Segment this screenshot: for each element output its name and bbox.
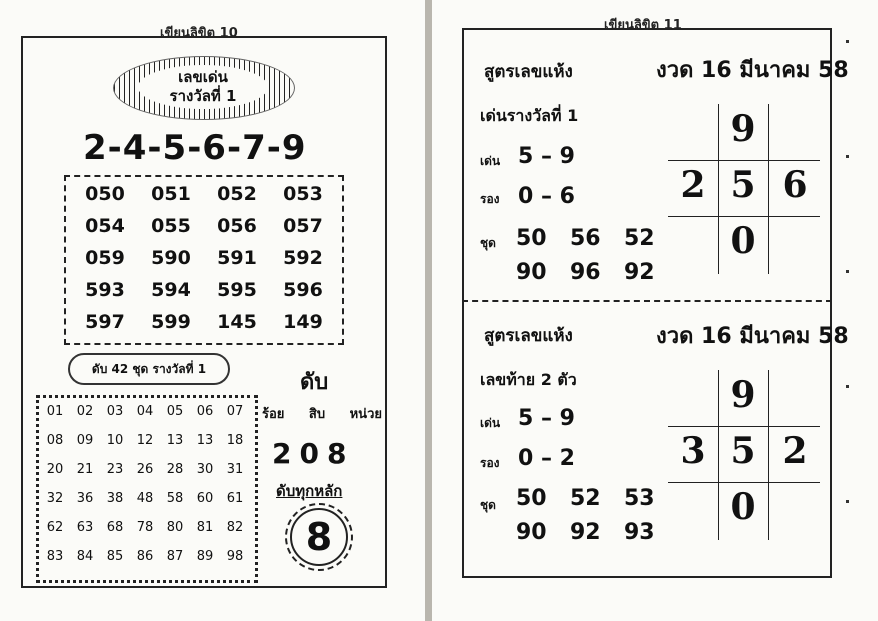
set-1-row-2-b: 96 [570, 260, 601, 285]
binder-hole-mark [846, 40, 849, 43]
runner-value-2: 0 – 2 [518, 446, 575, 471]
pair-number: 30 [196, 462, 214, 477]
pair-number: 62 [46, 520, 64, 535]
draw-date-1: งวด 16 มีนาคม 58 [656, 58, 849, 83]
triple-number: 590 [151, 247, 191, 269]
grid-1-bottom: 0 [730, 220, 756, 262]
number-grid-1 [668, 104, 820, 274]
set-2-row-2-a: 90 [516, 520, 547, 545]
main-digits: 2-4-5-6-7-9 [83, 128, 307, 168]
triple-number: 593 [85, 279, 125, 301]
runner-label-1: รอง [480, 192, 500, 206]
binder-hole-mark [846, 385, 849, 388]
set-1-row-2-a: 90 [516, 260, 547, 285]
grid-2-center: 5 [730, 430, 756, 472]
pair-number: 20 [46, 462, 64, 477]
pair-number: 02 [76, 404, 94, 419]
pair-number: 13 [196, 433, 214, 448]
pair-number: 26 [136, 462, 154, 477]
right-page-header: เขียนลิขิต 11 [604, 18, 682, 33]
pair-number: 32 [46, 491, 64, 506]
place-label-tens: สิบ [308, 407, 326, 422]
pair-number: 68 [106, 520, 124, 535]
grid-1-center: 5 [730, 164, 756, 206]
set-2-row-2-b: 92 [570, 520, 601, 545]
pair-number: 36 [76, 491, 94, 506]
triple-number: 051 [151, 183, 191, 205]
pair-number: 89 [196, 549, 214, 564]
grid-2-bottom: 0 [730, 486, 756, 528]
pair-number: 09 [76, 433, 94, 448]
pair-number: 38 [106, 491, 124, 506]
triple-number: 057 [283, 215, 323, 237]
triple-number: 145 [217, 311, 257, 333]
right-page [432, 0, 878, 621]
pair-number: 60 [196, 491, 214, 506]
lead-value-1: 5 – 9 [518, 144, 575, 169]
triple-number: 056 [217, 215, 257, 237]
grid-2-right: 2 [782, 430, 808, 472]
pair-number: 61 [226, 491, 244, 506]
triple-number: 053 [283, 183, 323, 205]
set-1-row-1-c: 52 [624, 226, 655, 251]
pair-number: 84 [76, 549, 94, 564]
pair-number: 18 [226, 433, 244, 448]
triple-number: 599 [151, 311, 191, 333]
pair-number: 78 [136, 520, 154, 535]
pair-number: 05 [166, 404, 184, 419]
triple-number: 592 [283, 247, 323, 269]
triple-number: 597 [85, 311, 125, 333]
runner-value-1: 0 – 6 [518, 184, 575, 209]
triple-number-box [64, 175, 344, 345]
pair-number-box [36, 395, 258, 583]
lead-label-1: เด่น [480, 154, 501, 168]
place-label-hundreds: ร้อย [262, 407, 285, 422]
triple-number: 149 [283, 311, 323, 333]
triple-number: 055 [151, 215, 191, 237]
dab-all-label: ดับทุกหลัก [276, 482, 343, 500]
set-1-row-1-a: 50 [516, 226, 547, 251]
pair-number: 01 [46, 404, 64, 419]
grid-1-left: 2 [680, 164, 706, 206]
binder-hole-mark [846, 155, 849, 158]
section-divider [462, 300, 832, 302]
set-2-row-2-c: 93 [624, 520, 655, 545]
pair-number: 86 [136, 549, 154, 564]
pair-number: 31 [226, 462, 244, 477]
sub-title-2: เลขท้าย 2 ตัว [480, 370, 577, 389]
pair-number: 63 [76, 520, 94, 535]
set-1-row-2-c: 92 [624, 260, 655, 285]
triple-number: 595 [217, 279, 257, 301]
lead-label-2: เด่น [480, 416, 501, 430]
pair-number: 23 [106, 462, 124, 477]
pair-number: 08 [46, 433, 64, 448]
badge-line-2: รางวัลที่ 1 [169, 87, 237, 105]
binder-hole-mark [846, 270, 849, 273]
left-page-header: เขียนลิขิต 10 [160, 26, 238, 41]
lead-number-badge [113, 56, 295, 120]
triple-number: 050 [85, 183, 125, 205]
dab-all-circle [285, 503, 353, 571]
formula-title-1: สูตรเลขแห้ง [484, 62, 573, 82]
set-2-row-1-a: 50 [516, 486, 547, 511]
pair-number: 58 [166, 491, 184, 506]
pair-number: 98 [226, 549, 244, 564]
pair-number: 03 [106, 404, 124, 419]
binder-hole-mark [846, 500, 849, 503]
triple-number: 059 [85, 247, 125, 269]
pair-number: 82 [226, 520, 244, 535]
runner-label-2: รอง [480, 456, 500, 470]
grid-2-left: 3 [680, 430, 706, 472]
draw-date-2: งวด 16 มีนาคม 58 [656, 324, 849, 349]
pair-number: 80 [166, 520, 184, 535]
triple-number: 054 [85, 215, 125, 237]
book-spine [425, 0, 432, 621]
pair-number: 04 [136, 404, 154, 419]
set-label-1: ชุด [480, 236, 496, 250]
place-label-units: หน่วย [349, 407, 382, 422]
left-page [0, 0, 425, 621]
place-labels [262, 403, 382, 424]
set-2-row-1-c: 53 [624, 486, 655, 511]
triple-number: 594 [151, 279, 191, 301]
set-1-row-1-b: 56 [570, 226, 601, 251]
pair-number: 48 [136, 491, 154, 506]
pair-number: 28 [166, 462, 184, 477]
dab-title: ดับ [300, 370, 329, 395]
grid-2-top: 9 [730, 374, 756, 416]
pair-number: 21 [76, 462, 94, 477]
set-caption: ดับ 42 ชุด รางวัลที่ 1 [68, 353, 230, 385]
badge-line-1: เลขเด่น [178, 68, 228, 86]
pair-number: 83 [46, 549, 64, 564]
grid-1-top: 9 [730, 108, 756, 150]
triple-number: 052 [217, 183, 257, 205]
set-2-row-1-b: 52 [570, 486, 601, 511]
formula-title-2: สูตรเลขแห้ง [484, 326, 573, 346]
pair-number: 10 [106, 433, 124, 448]
triple-number: 591 [217, 247, 257, 269]
set-label-2: ชุด [480, 498, 496, 512]
lead-value-2: 5 – 9 [518, 406, 575, 431]
pair-number: 06 [196, 404, 214, 419]
pair-number: 85 [106, 549, 124, 564]
pair-number: 07 [226, 404, 244, 419]
triple-number: 596 [283, 279, 323, 301]
dab-all-digit: 8 [290, 508, 348, 566]
pair-number: 13 [166, 433, 184, 448]
dab-digits: 208 [272, 437, 355, 470]
grid-1-right: 6 [782, 164, 808, 206]
sub-title-1: เด่นรางวัลที่ 1 [480, 106, 579, 125]
number-grid-2 [668, 370, 820, 540]
pair-number: 81 [196, 520, 214, 535]
pair-number: 12 [136, 433, 154, 448]
pair-number: 87 [166, 549, 184, 564]
